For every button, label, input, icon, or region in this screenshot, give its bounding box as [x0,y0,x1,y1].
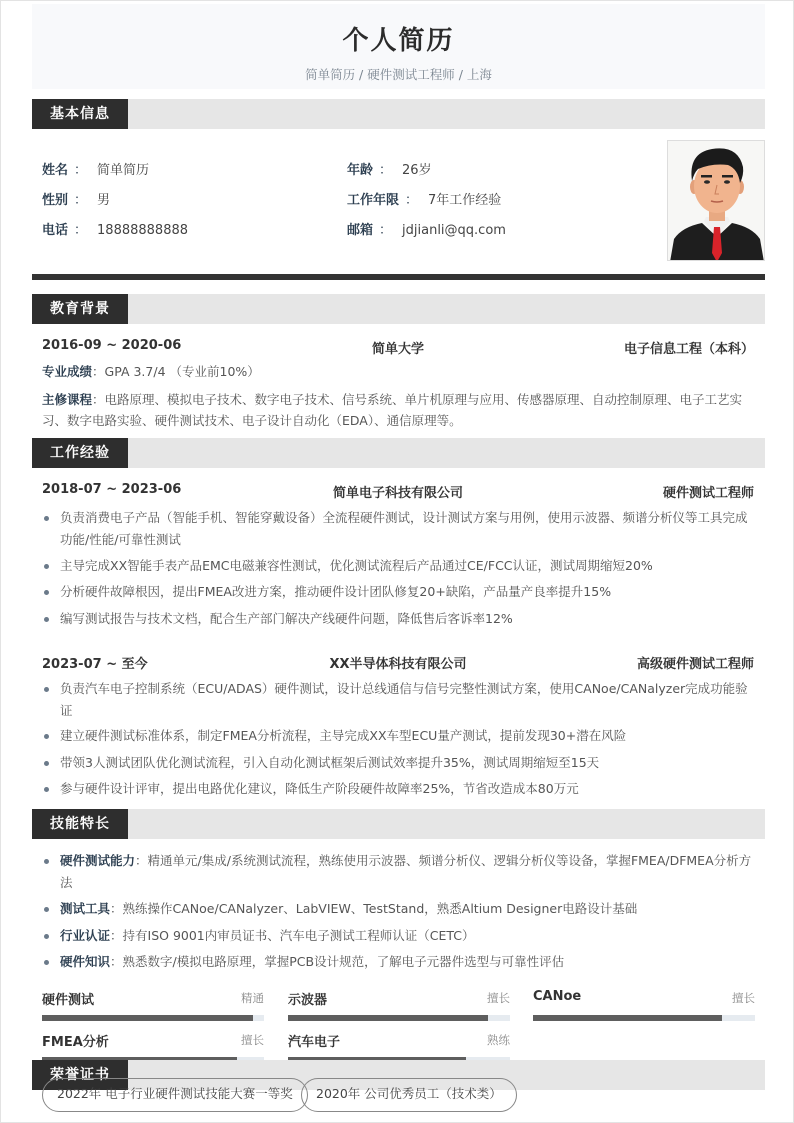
skill-progress-track [533,1015,755,1021]
work-title: 高级硬件测试工程师 [636,657,754,672]
section-header-work [32,438,765,468]
info-years [347,193,501,209]
info-label: 工作年限 [347,193,400,208]
work-bullet: 参与硬件设计评审，提出电路优化建议，降低生产阶段硬件故障率25%，节省改造成本80万元 [42,778,754,800]
work-bullet: 建立硬件测试标准体系，制定FMEA分析流程，主导完成XX车型ECU量产测试，提前发现30+潜在风险 [42,725,754,747]
skill-bar-level: 擅长 [732,991,755,1005]
skill-bar-name: CANoe [533,989,582,1004]
gpa-value: GPA 3.7/4 （专业前10%） [104,364,260,379]
skill-bar-level: 精通 [241,991,264,1005]
skill-bullet [42,951,754,973]
skill-bullet [42,850,754,894]
colon: ： [74,223,88,238]
skill-bar-name: 示波器 [288,993,328,1008]
info-value: 7年工作经验 [428,193,502,208]
info-phone [42,223,188,239]
gpa-label: 专业成绩 [42,364,93,379]
section-title: 基本信息 [32,99,128,129]
work-period: 2018-07 ~ 2023-06 [42,482,182,497]
avatar-photo [667,140,765,261]
info-label: 年龄 [347,163,374,178]
skill-label: 硬件知识 [60,954,111,969]
info-value: 简单简历 [97,163,150,178]
work-row [42,653,754,671]
education-row [42,338,754,356]
work-bullet: 主导完成XX智能手表产品EMC电磁兼容性测试，优化测试流程后产品通过CE/FCC认证，测试周期缩短20% [42,555,754,577]
page-subtitle: 简单简历 / 硬件测试工程师 / 上海 [305,67,492,82]
education-school: 简单大学 [371,342,424,357]
work-row [42,482,754,500]
skill-progress-fill [42,1015,253,1021]
info-label: 性别 [42,193,69,208]
education-courses: 主修课程：电路原理、模拟电子技术、数字电子技术、信号系统、单片机原理与应用、传感器原理、自动控制原理、电子工艺实习、数字电路实验、硬件测试技术、电子设计自动化（EDA）、通信原理等。 [42,392,743,428]
courses-label: 主修课程 [42,392,93,407]
skill-progress-fill [288,1015,488,1021]
section-title: 技能特长 [32,809,128,839]
work-period: 2023-07 ~ 至今 [42,657,148,672]
education-major: 电子信息工程（本科） [623,342,754,357]
section-header-skills [32,809,765,839]
section-header-basic [32,99,765,129]
info-label: 姓名 [42,163,69,178]
honor-badge: 2020年 公司优秀员工（技术类） [301,1078,517,1112]
colon: ： [74,193,88,208]
colon: ： [379,163,393,178]
skill-bar-name: FMEA分析 [42,1035,109,1050]
section-title: 教育背景 [32,294,128,324]
skill-text: ：熟悉数字/模拟电路原理，掌握PCB设计规范，了解电子元器件选型与可靠性评估 [110,954,565,969]
skill-text: ：持有ISO 9001内审员证书、汽车电子测试工程师认证（CETC） [110,928,475,943]
skill-bullet [42,898,754,920]
skill-progress-track [288,1015,510,1021]
skill-text: ：熟练操作CANoe/CANalyzer、LabVIEW、TestStand，熟悉Altium Designer电路设计基础 [110,901,638,916]
divider [32,274,765,280]
section-title: 荣誉证书 [32,1060,128,1090]
work-title: 硬件测试工程师 [662,486,754,501]
info-age [347,163,432,179]
skill-progress-fill [533,1015,722,1021]
section-title: 工作经验 [32,438,128,468]
work-bullet: 负责消费电子产品（智能手机、智能穿戴设备）全流程硬件测试，设计测试方案与用例，使用示波器、频谱分析仪等工具完成功能/性能/可靠性测试 [42,507,754,551]
info-email [347,223,506,239]
skill-progress-track [42,1015,264,1021]
skill-label: 行业认证 [60,928,111,943]
portrait-icon [668,141,765,261]
skill-bar-item [533,989,755,1025]
skill-bar-name: 硬件测试 [42,993,95,1008]
education-gpa: 专业成绩：GPA 3.7/4 （专业前10%） [42,364,260,379]
resume-header [32,4,765,89]
colon: ： [74,163,88,178]
colon: ： [405,193,419,208]
skill-bullet [42,925,754,947]
skill-bar-item [288,989,510,1025]
info-gender [42,193,110,209]
section-header-education [32,294,765,324]
honor-badge: 2022年 电子行业硬件测试技能大赛一等奖 [42,1078,308,1112]
info-value: jdjianli@qq.com [402,223,506,238]
courses-value: 电路原理、模拟电子技术、数字电子技术、信号系统、单片机原理与应用、传感器原理、自动控制原理、电子工艺实习、数字电路实验、硬件测试技术、电子设计自动化（EDA）、通信原理等。 [42,392,743,428]
skill-bar-level: 擅长 [487,991,510,1005]
info-name [42,163,149,179]
work-bullet: 负责汽车电子控制系统（ECU/ADAS）硬件测试，设计总线通信与信号完整性测试方案，使用CANoe/CANalyzer完成功能验证 [42,678,754,722]
work-company: 简单电子科技有限公司 [332,486,463,501]
skill-bar-level: 熟练 [487,1033,510,1047]
info-label: 电话 [42,223,69,238]
skill-bar-name: 汽车电子 [288,1035,341,1050]
skill-bar-item [42,989,264,1025]
skill-text: ：精通单元/集成/系统测试流程，熟练使用示波器、频谱分析仪、逻辑分析仪等设备，掌握FMEA/DFMEA分析方法 [60,853,752,890]
info-value: 男 [97,193,111,208]
education-period: 2016-09 ~ 2020-06 [42,338,182,353]
work-bullet: 编写测试报告与技术文档，配合生产部门解决产线硬件问题，降低售后客诉率12% [42,608,754,630]
info-label: 邮箱 [347,223,374,238]
info-value: 26岁 [402,163,432,178]
work-bullet: 带领3人测试团队优化测试流程，引入自动化测试框架后测试效率提升35%，测试周期缩短至15天 [42,752,754,774]
skill-bar-level: 擅长 [241,1033,264,1047]
colon: ： [379,223,393,238]
skill-label: 测试工具 [60,901,111,916]
page-title: 个人简历 [342,26,455,56]
work-bullet: 分析硬件故障根因，提出FMEA改进方案，推动硬件设计团队修复20+缺陷，产品量产良率提升15% [42,581,754,603]
work-company: XX半导体科技有限公司 [329,657,467,672]
info-value: 18888888888 [97,223,189,238]
skill-label: 硬件测试能力 [60,853,136,868]
